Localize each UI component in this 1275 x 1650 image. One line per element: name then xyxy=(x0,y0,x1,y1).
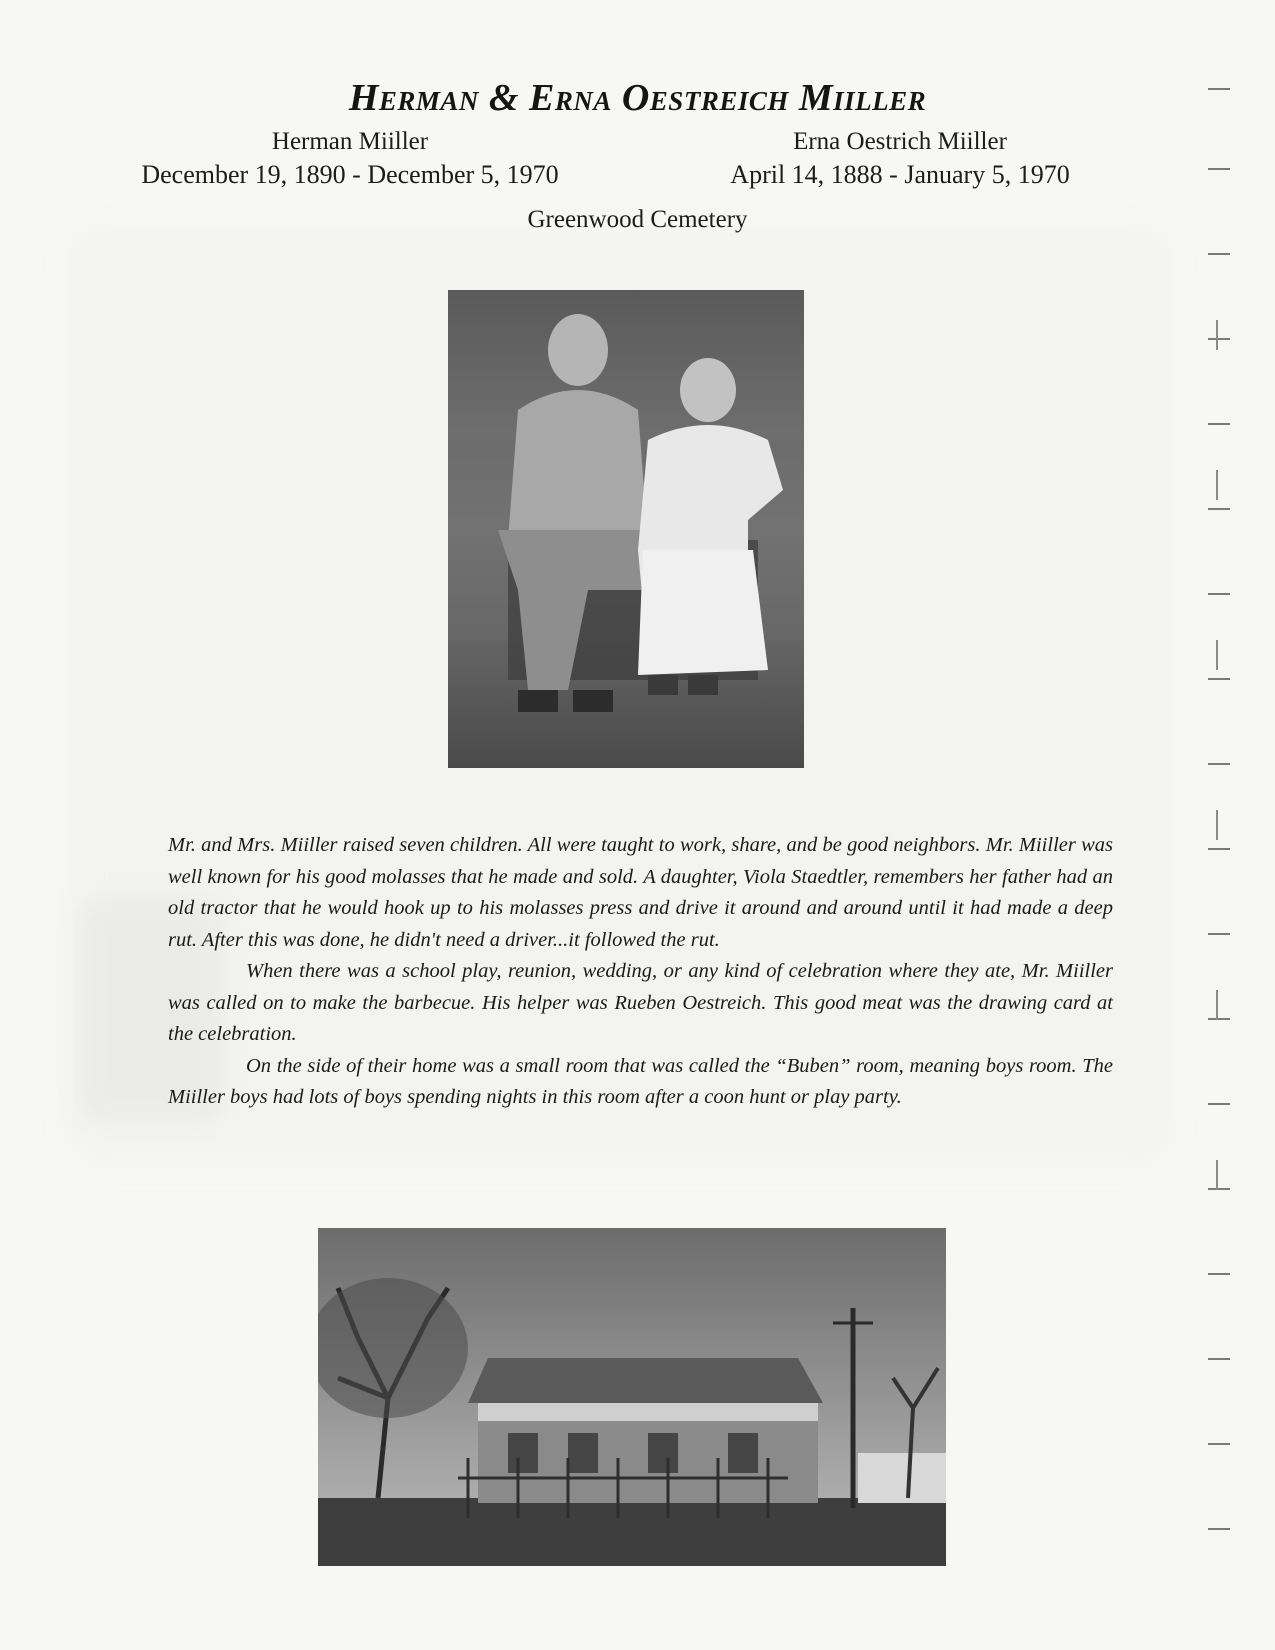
binder-tick xyxy=(1216,1160,1218,1190)
binder-mark xyxy=(1208,423,1230,425)
erna-dates: April 14, 1888 - January 5, 1970 xyxy=(730,160,1070,189)
binder-mark xyxy=(1208,763,1230,765)
binder-mark xyxy=(1208,848,1230,850)
binder-tick xyxy=(1216,320,1218,350)
binder-mark xyxy=(1208,1443,1230,1445)
herman-dates: December 19, 1890 - December 5, 1970 xyxy=(141,160,559,189)
family-story xyxy=(168,830,1113,1114)
page-title: Herman & Erna Oestreich Miiller xyxy=(348,77,927,119)
story-paragraph-3: On the side of their home was a small room that was called the “Buben” room, meaning boys room. The Miiller boys had lots of boys spending nights in this room after a coon hunt or play party. xyxy=(168,1054,1113,1108)
binder-tick xyxy=(1216,640,1218,670)
binder-mark xyxy=(1208,338,1230,340)
herman-name: Herman Miiller xyxy=(271,128,429,155)
binder-mark xyxy=(1208,168,1230,170)
binder-mark xyxy=(1208,933,1230,935)
house-drawing xyxy=(318,1228,946,1566)
story-paragraph-1: Mr. and Mrs. Miiller raised seven children. All were taught to work, share, and be good neighbors. Mr. Miiller was well known for his good molasses that he made and sold. A daughter, Viola Staedtler, remembers her father had an old tractor that he would hook up to his molasses press and drive it around and around until it had made a deep rut. After this was done, he didn't need a driver...it followed the rut. xyxy=(168,834,1113,951)
binder-tick xyxy=(1216,810,1218,840)
binder-mark xyxy=(1208,508,1230,510)
binder-mark xyxy=(1208,1103,1230,1105)
couple-portrait-photo xyxy=(448,290,804,768)
story-paragraph-2: When there was a school play, reunion, wedding, or any kind of celebration where they ate, Mr. Miiller was called on to make the barbecue. His helper was Rueben Oestreich. This good meat was the drawing card at the celebration. xyxy=(168,960,1113,1045)
binder-mark xyxy=(1208,1018,1230,1020)
binder-mark xyxy=(1208,1188,1230,1190)
house-photo xyxy=(318,1228,946,1566)
couple-portrait-drawing xyxy=(448,290,804,768)
binder-mark xyxy=(1208,1273,1230,1275)
binder-mark xyxy=(1208,1358,1230,1360)
binder-mark xyxy=(1208,88,1230,90)
binder-mark xyxy=(1208,678,1230,680)
cemetery-name: Greenwood Cemetery xyxy=(527,206,748,233)
binder-tick xyxy=(1216,990,1218,1020)
erna-name: Erna Oestrich Miiller xyxy=(793,128,1007,155)
binder-mark xyxy=(1208,593,1230,595)
binder-mark xyxy=(1208,1528,1230,1530)
binder-tick xyxy=(1216,470,1218,500)
binder-mark xyxy=(1208,253,1230,255)
